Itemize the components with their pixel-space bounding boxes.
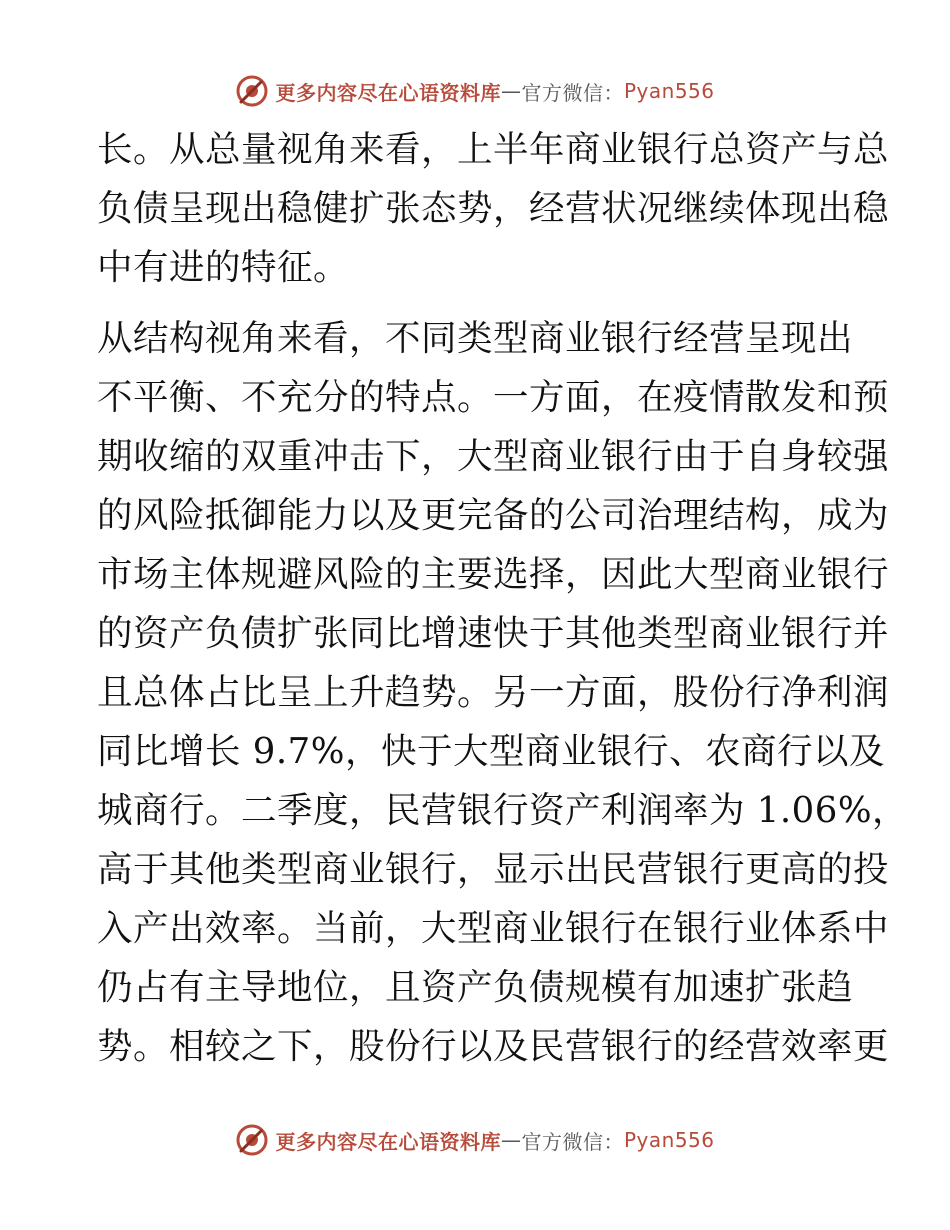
footer-watermark-banner <box>0 1120 950 1160</box>
text-line: 仍占有主导地位，且资产负债规模有加速扩张趋 <box>97 967 854 1008</box>
text-line: 且总体占比呈上升趋势。另一方面，股份行净利润 <box>97 672 890 713</box>
text-line: 负债呈现出稳健扩张态势，经营状况继续体现出稳 <box>97 188 890 229</box>
header-watermark-banner <box>0 71 950 111</box>
text-line: 入产出效率。当前，大型商业银行在银行业体系中 <box>97 908 890 949</box>
banner-wechat-id: Pyan556 <box>623 1128 715 1152</box>
brand-logo-icon <box>235 1123 269 1157</box>
paragraph-2 <box>97 309 909 1076</box>
text-line: 从结构视角来看，不同类型商业银行经营呈现出 <box>97 318 854 359</box>
banner-official-label: 官方微信： <box>521 80 624 105</box>
text-line: 市场主体规避风险的主要选择，因此大型商业银行 <box>97 554 890 595</box>
banner-dash: — <box>500 1128 522 1152</box>
text-line: 的资产负债扩张同比增速快于其他类型商业银行并 <box>97 613 890 654</box>
text-line: 势。相较之下，股份行以及民营银行的经营效率更 <box>97 1026 890 1067</box>
paragraph-1 <box>97 120 890 297</box>
text-line: 的风险抵御能力以及更完备的公司治理结构，成为 <box>97 495 890 536</box>
text-line: 同比增长 9.7%，快于大型商业银行、农商行以及 <box>97 731 885 772</box>
text-line: 长。从总量视角来看，上半年商业银行总资产与总 <box>97 129 890 170</box>
banner-official-label: 官方微信： <box>521 1129 624 1154</box>
banner-wechat-id: Pyan556 <box>623 79 715 103</box>
banner-brand-text: 更多内容尽在心语资料库 <box>275 1129 501 1154</box>
brand-logo-icon <box>235 74 269 108</box>
banner-brand-text: 更多内容尽在心语资料库 <box>275 80 501 105</box>
document-body <box>97 120 909 1076</box>
text-line: 不平衡、不充分的特点。一方面，在疫情散发和预 <box>97 377 890 418</box>
text-line: 高于其他类型商业银行，显示出民营银行更高的投 <box>97 849 890 890</box>
text-line: 中有进的特征。 <box>97 247 350 288</box>
text-line: 城商行。二季度，民营银行资产利润率为 1.06%， <box>97 790 909 831</box>
text-line: 期收缩的双重冲击下，大型商业银行由于自身较强 <box>97 436 890 477</box>
banner-dash: — <box>500 79 522 103</box>
